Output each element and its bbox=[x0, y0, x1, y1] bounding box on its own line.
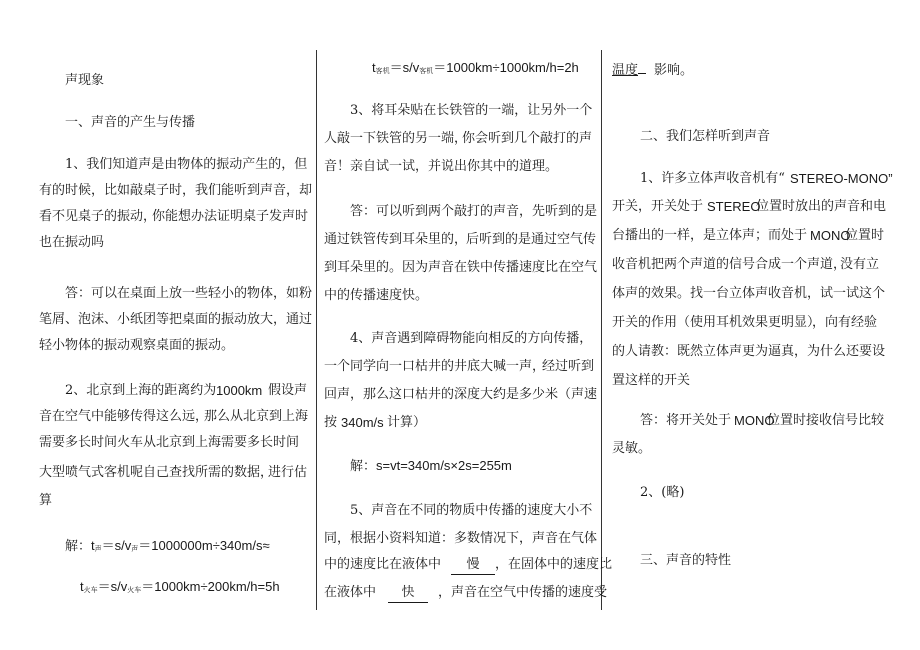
question-line: 按 bbox=[324, 415, 338, 430]
question-value: STEREO bbox=[707, 199, 761, 214]
question-line: 台播出的一样，是立体声；而处于 bbox=[612, 228, 808, 243]
question-line: 也在振动吗 bbox=[39, 235, 105, 250]
answer-line: 通过铁管传到耳朵里的， bbox=[324, 232, 468, 247]
answer-line: 位置时接收信号比较 bbox=[767, 413, 885, 428]
answer-line: 中的传播速度快。 bbox=[324, 288, 429, 303]
question-line: 音在空气中能够传得这么远， bbox=[39, 409, 209, 424]
question-line: 收音机把两个声道的信号合成一个声道， bbox=[612, 257, 847, 272]
answer-line: 答：可以听到两个敲打的声音，先听到的是 bbox=[350, 204, 598, 219]
solution-formula: t火车＝s/v火车＝1000km÷200km/h=5h bbox=[80, 579, 280, 594]
answer-value: MONO bbox=[734, 413, 775, 428]
question-line: 1、我们知道声是由物体的振动产生的，但 bbox=[65, 157, 308, 172]
fill-blank: 慢 bbox=[451, 556, 495, 575]
continuation-line: 温度 影响。 bbox=[612, 63, 694, 78]
answer-line: 答：可以在桌面上放一些轻小的物体，如粉 bbox=[65, 286, 313, 301]
chapter-title: 声现象 bbox=[65, 73, 105, 88]
answer-line: 后听到的是通过空气传 bbox=[466, 232, 597, 247]
question-line: 开关的作用（使用耳机效果更明显） bbox=[612, 315, 821, 330]
question-line: 算 bbox=[39, 493, 53, 508]
question-value: 1000km bbox=[216, 383, 263, 398]
solution-formula: 解：t声＝s/v声＝1000000m÷340m/s≈ bbox=[65, 538, 270, 553]
column-divider-left bbox=[316, 50, 317, 610]
question-line: 的人请教：既然立体声更为逼真，为什么还要设 bbox=[612, 344, 886, 359]
answer-line: 到耳朵里的。因为声音在铁中传播速度比在空气 bbox=[324, 260, 598, 275]
question-line: 有的时候，比如敲桌子时，我们能听到声音，却 bbox=[39, 183, 313, 198]
solution-formula: t客机＝s/v客机＝1000km÷1000km/h=2h bbox=[372, 60, 579, 75]
question-line: 3、将耳朵贴在长铁管的一端，让另外一个 bbox=[350, 103, 593, 118]
section-heading: 一、声音的产生与传播 bbox=[65, 115, 196, 130]
question-line: 2、北京到上海的距离约为 bbox=[65, 383, 217, 398]
fill-blank: 温度 bbox=[612, 63, 639, 78]
answer-line: 答：将开关处于 bbox=[640, 413, 732, 428]
question-line: 回声，那么这口枯井的深度大约是多少米（声速 bbox=[324, 387, 598, 402]
question-value: STEREO-MONO” bbox=[790, 171, 893, 186]
question-line: 那么从北京到上海 bbox=[204, 409, 309, 424]
question-line: 1、许多立体声收音机有“ bbox=[640, 171, 785, 186]
question-line: ，向有经验 bbox=[812, 315, 878, 330]
solution-formula: 解：s=vt=340m/s×2s=255m bbox=[350, 458, 512, 473]
answer-line: 轻小物体的振动观察桌面的振动。 bbox=[39, 338, 235, 353]
question-value: MONO bbox=[810, 228, 851, 243]
question-line: 位置时放出的声音和电 bbox=[756, 199, 887, 214]
question-line: 经过听到 bbox=[542, 359, 595, 374]
question-line: 你会听到几个敲打的声 bbox=[462, 131, 593, 146]
question-line: 计算） bbox=[387, 415, 427, 430]
section-heading: 三、声音的特性 bbox=[640, 553, 732, 568]
question-line: 同，根据小资料知道：多数情况下，声音在气体 bbox=[324, 531, 598, 546]
question-line: 看不见桌子的振动， bbox=[39, 209, 157, 224]
column-divider-right bbox=[601, 50, 602, 610]
question-line: 位置时 bbox=[845, 228, 885, 243]
answer-line: 笔屑、泡沫、小纸团等把桌面的振动放大，通过 bbox=[39, 312, 313, 327]
question-line: 进行估 bbox=[268, 465, 308, 480]
question-line: 没有立 bbox=[840, 257, 880, 272]
question-line: 需要多长时间火车从北京到上海需要多长时间 bbox=[39, 435, 300, 450]
question-line: 2、(略) bbox=[640, 485, 685, 500]
fill-blank: 快 bbox=[388, 584, 428, 603]
question-line: 大型喷气式客机呢自己查找所需的数据， bbox=[39, 465, 274, 480]
question-line: 4、声音遇到障碍物能向相反的方向传播， bbox=[350, 331, 593, 346]
question-line: 在液体中 快 ，声音在空气中传播的速度受 bbox=[324, 584, 607, 603]
answer-line: 灵敏。 bbox=[612, 441, 652, 456]
question-value: 340m/s bbox=[341, 415, 384, 430]
question-line: 音！亲自试一试，并说出你其中的道理。 bbox=[324, 159, 559, 174]
question-line: 人敲一下铁管的另一端， bbox=[324, 131, 468, 146]
question-line: 5、声音在不同的物质中传播的速度大小不 bbox=[350, 503, 593, 518]
question-line: 开关，开关处于 bbox=[612, 199, 704, 214]
question-line: 置这样的开关 bbox=[612, 373, 691, 388]
question-line: 体声的效果。找一台立体声收音机，试一试这个 bbox=[612, 286, 886, 301]
question-line: 你能想办法证明桌子发声时 bbox=[152, 209, 309, 224]
question-line: 假设声 bbox=[268, 383, 308, 398]
section-heading: 二、我们怎样听到声音 bbox=[640, 129, 771, 144]
question-line: 中的速度比在液体中 慢 ，在固体中的速度比 bbox=[324, 556, 612, 575]
question-line: 一个同学向一口枯井的井底大喊一声， bbox=[324, 359, 546, 374]
